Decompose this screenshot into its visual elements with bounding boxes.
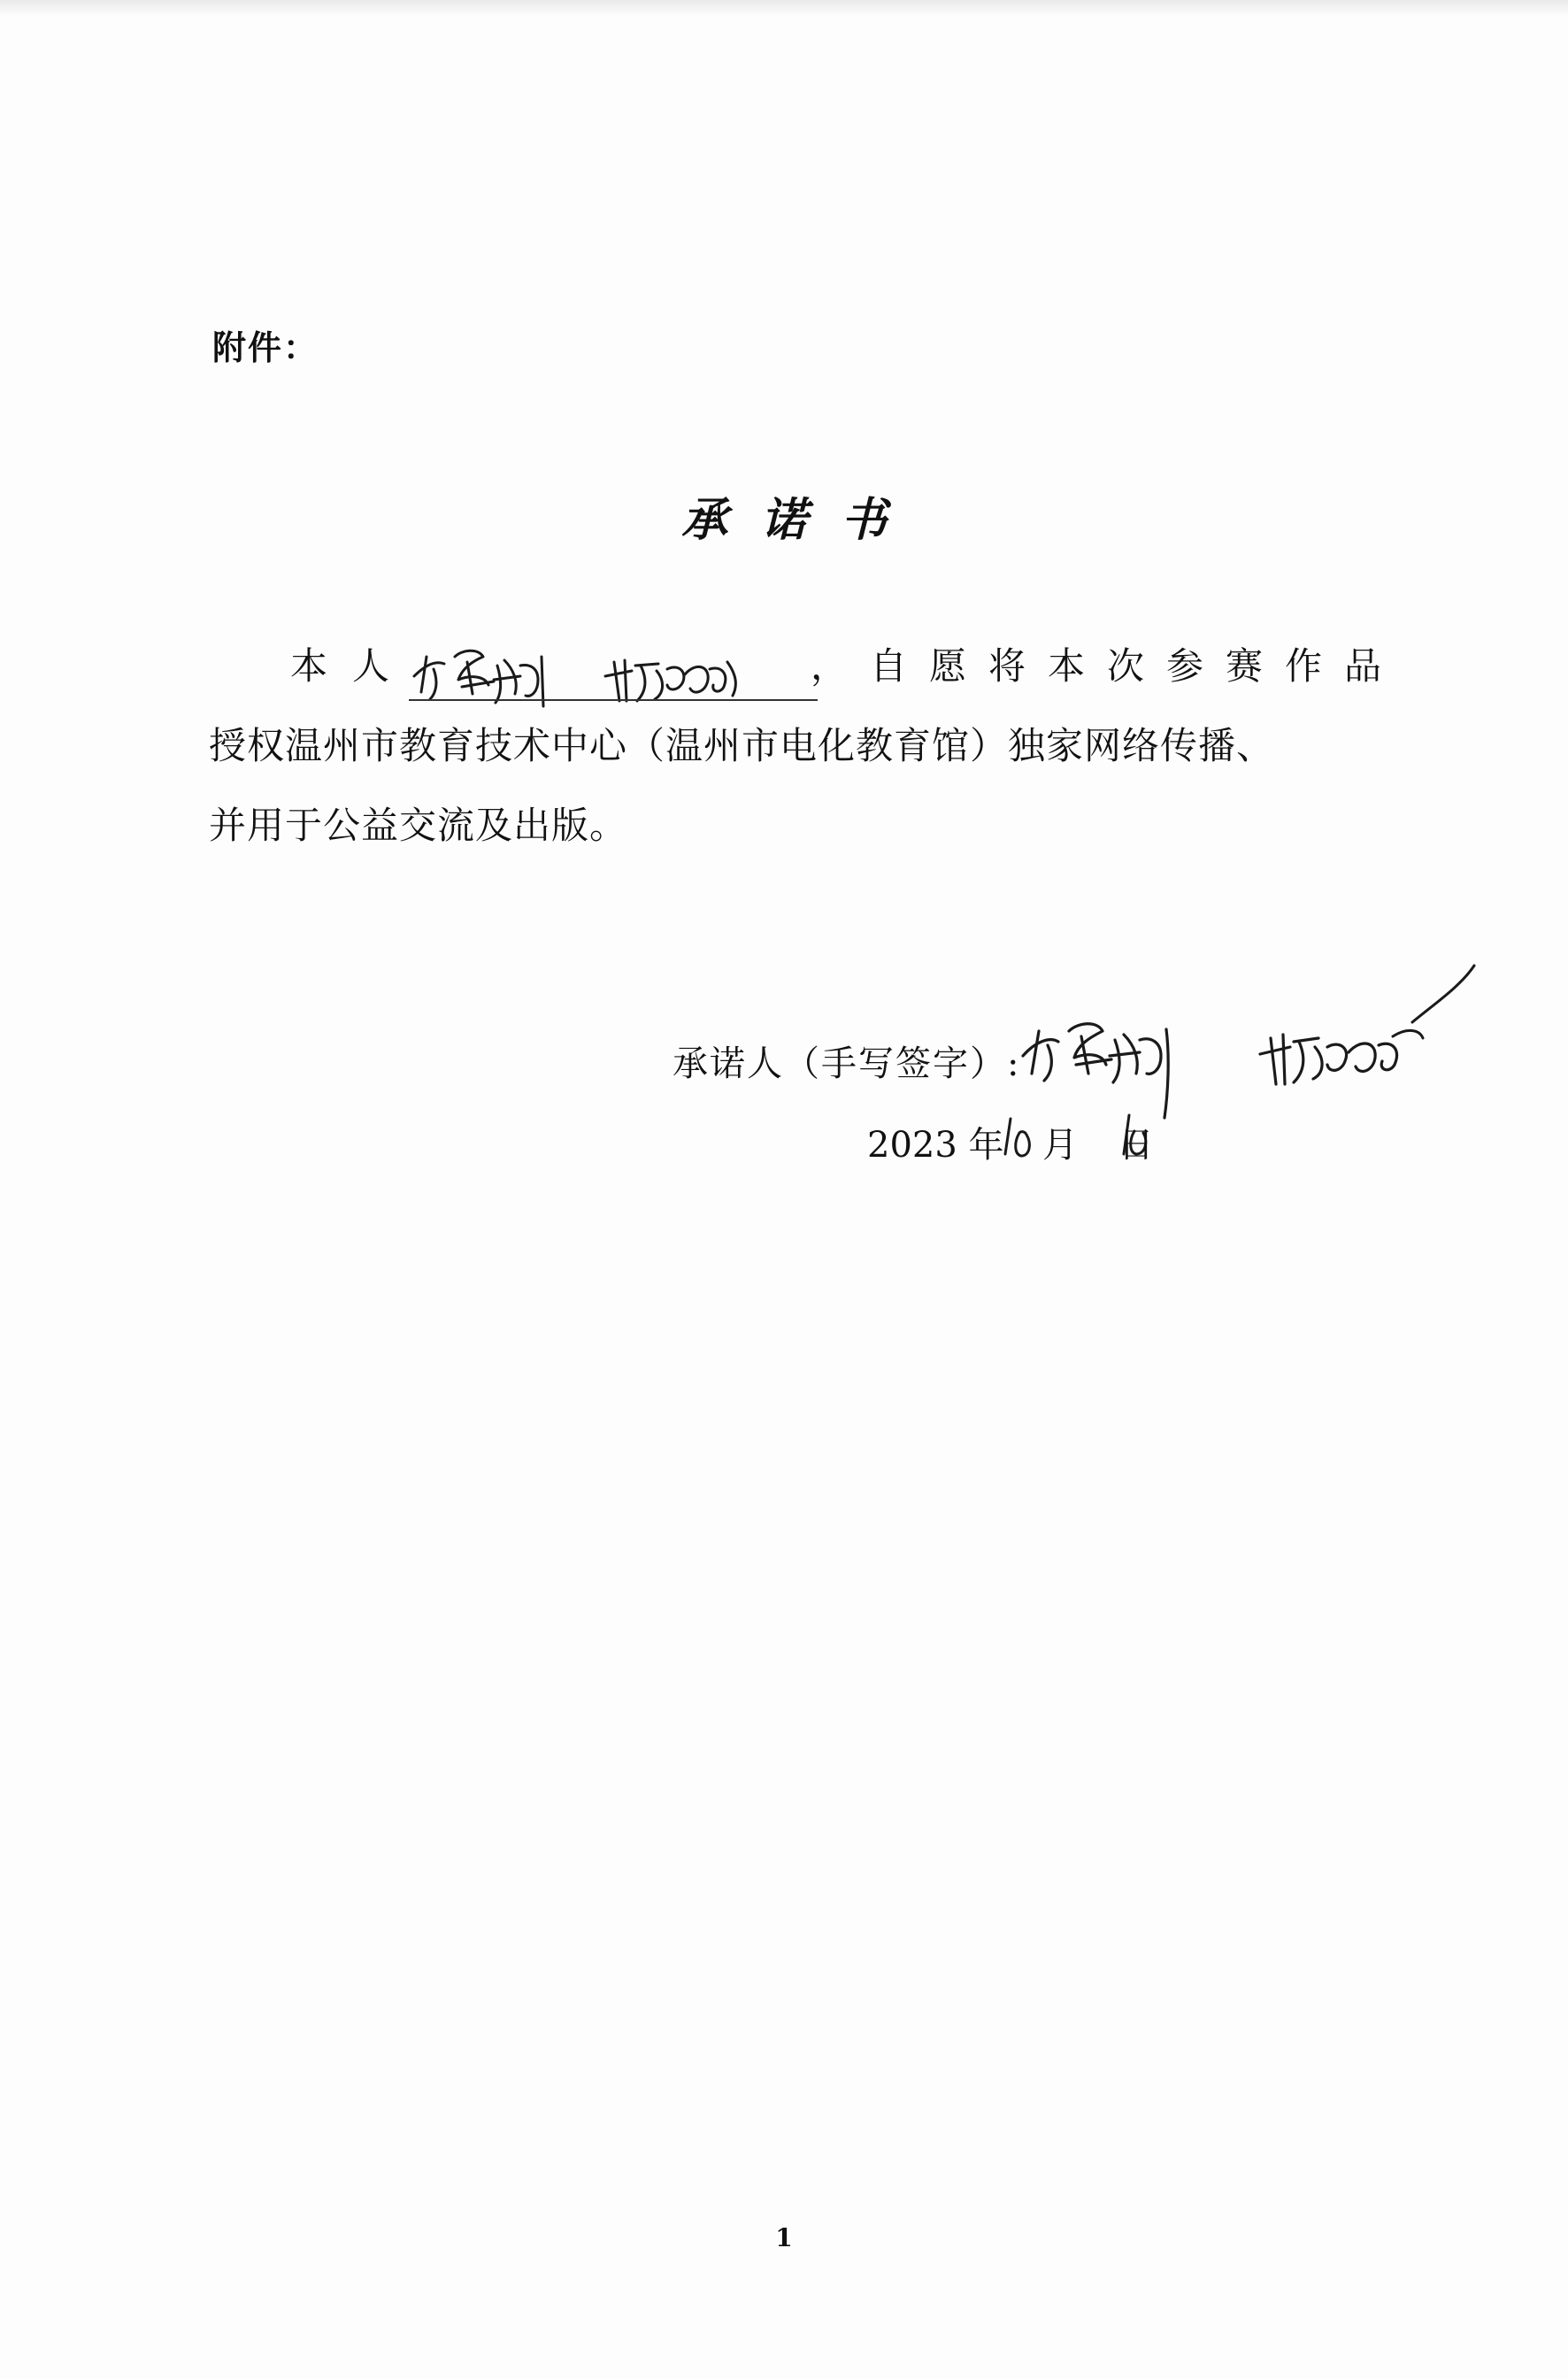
inline-signature	[409, 630, 825, 710]
body-line-1-prefix: 本人	[290, 644, 415, 688]
attachment-label: 附件：	[212, 328, 319, 367]
promisor-signature	[1018, 960, 1478, 1124]
body-line-3: 并用于公益交流及出版。	[209, 804, 628, 847]
date-day-unit: 日	[1118, 1125, 1154, 1166]
date-month-unit: 月	[1042, 1125, 1078, 1166]
page-number: 1	[775, 2223, 793, 2252]
scan-edge-shadow	[0, 0, 1568, 16]
body-line-2: 授权温州市教育技术中心（温州市电化教育馆）独家网络传播、	[209, 724, 1275, 767]
document-title: 承诺书	[680, 493, 920, 547]
body-line-1-suffix: ，自愿将本次参赛作品	[811, 644, 1404, 688]
signature-fill-line	[409, 699, 818, 701]
date-year: 2023 年	[867, 1125, 1004, 1166]
promisor-label: 承诺人（手写签字）:	[673, 1043, 1021, 1084]
